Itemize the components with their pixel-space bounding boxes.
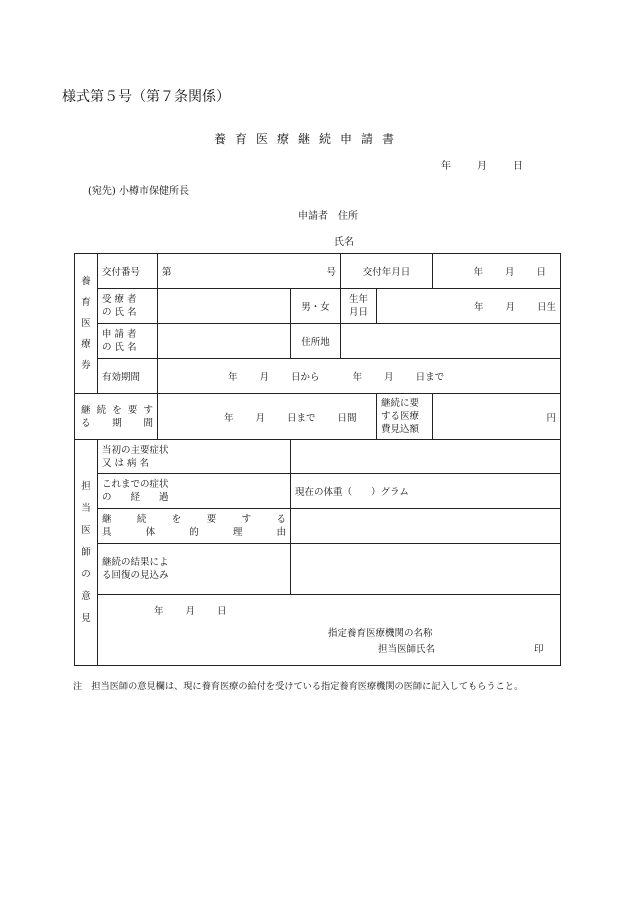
patient-name-label: 受 療 者 の 氏 名 bbox=[98, 289, 158, 324]
symptom-progress-field[interactable] bbox=[291, 474, 561, 509]
validity-period-label: 有効期間 bbox=[98, 359, 158, 394]
dob-field[interactable]: 年 月 日生 bbox=[377, 289, 561, 324]
medical-ticket-header: 養 育 医 療 券 bbox=[75, 254, 98, 394]
applicant-label: 申請者 bbox=[298, 211, 328, 222]
estimated-cost-label: 継続に要 する医療 費見込額 bbox=[377, 394, 433, 440]
yen-unit: 円 bbox=[546, 412, 557, 424]
issue-date-label: 交付年月日 bbox=[341, 254, 433, 289]
form-number: 様式第５号（第７条関係） bbox=[62, 89, 230, 105]
continuation-period-field[interactable]: 年 月 日まで 日間 bbox=[158, 394, 377, 440]
residence-field[interactable] bbox=[341, 324, 561, 359]
issue-number-field[interactable] bbox=[158, 254, 341, 289]
address-label: 住所 bbox=[338, 211, 358, 222]
applicant-name-field[interactable] bbox=[158, 324, 291, 359]
recovery-outlook-label: 継続の結果によ る回復の見込み bbox=[98, 544, 291, 595]
issue-number-label: 交付番号 bbox=[98, 254, 158, 289]
application-form-table bbox=[74, 253, 561, 666]
year-unit: 年 bbox=[441, 161, 451, 172]
doctor-signature-area[interactable] bbox=[98, 595, 561, 666]
residence-label: 住所地 bbox=[291, 324, 341, 359]
day-unit: 日 bbox=[513, 161, 523, 172]
dob-label: 生年 月日 bbox=[341, 289, 377, 324]
signature-date: 年 月 日 bbox=[154, 606, 227, 617]
recovery-outlook-field[interactable] bbox=[291, 544, 561, 595]
issue-date-field[interactable]: 年 月 日 bbox=[433, 254, 561, 289]
continuation-reason-label: 継続を要する 具体的理由 bbox=[98, 509, 291, 544]
initial-symptom-label: 当初の主要症状 又 は 病 名 bbox=[98, 440, 291, 474]
applicant-name-line[interactable]: 氏名 bbox=[334, 237, 354, 248]
institution-name-label: 指定養育医療機関の名称 bbox=[328, 628, 433, 639]
current-weight-text: 現在の体重（ ）グラム bbox=[295, 487, 409, 498]
seal-mark: 印 bbox=[534, 644, 544, 655]
patient-name-field[interactable] bbox=[158, 289, 291, 324]
month-unit: 月 bbox=[477, 161, 487, 172]
continuation-period-label: 継続を要す る 期 間 bbox=[75, 394, 158, 440]
symptom-progress-label: これまでの症状 の 経 過 bbox=[98, 474, 291, 509]
doctor-name-label: 担当医師氏名 bbox=[378, 644, 436, 655]
addressee: (宛先) 小樽市保健所長 bbox=[88, 186, 189, 197]
doctor-opinion-header: 担 当 医 師 の 意 見 bbox=[75, 440, 98, 666]
applicant-address-line[interactable] bbox=[298, 207, 358, 222]
issue-number-suffix: 号 bbox=[326, 267, 336, 278]
estimated-cost-field[interactable] bbox=[433, 394, 561, 440]
application-date[interactable] bbox=[441, 157, 549, 172]
continuation-reason-field[interactable] bbox=[291, 509, 561, 544]
sex-options[interactable]: 男・女 bbox=[291, 289, 341, 324]
applicant-name-label: 申 請 者 の 氏 名 bbox=[98, 324, 158, 359]
initial-symptom-field[interactable] bbox=[291, 440, 561, 474]
issue-number-prefix: 第 bbox=[162, 267, 172, 278]
form-title: 養育医療継続申請書 bbox=[214, 132, 404, 146]
validity-period-field[interactable]: 年 月 日から 年 月 日まで bbox=[158, 359, 561, 394]
footnote: 注 担当医師の意見欄は、現に養育医療の給付を受けている指定養育医療機関の医師に記入してもらうこと。 bbox=[73, 681, 524, 692]
